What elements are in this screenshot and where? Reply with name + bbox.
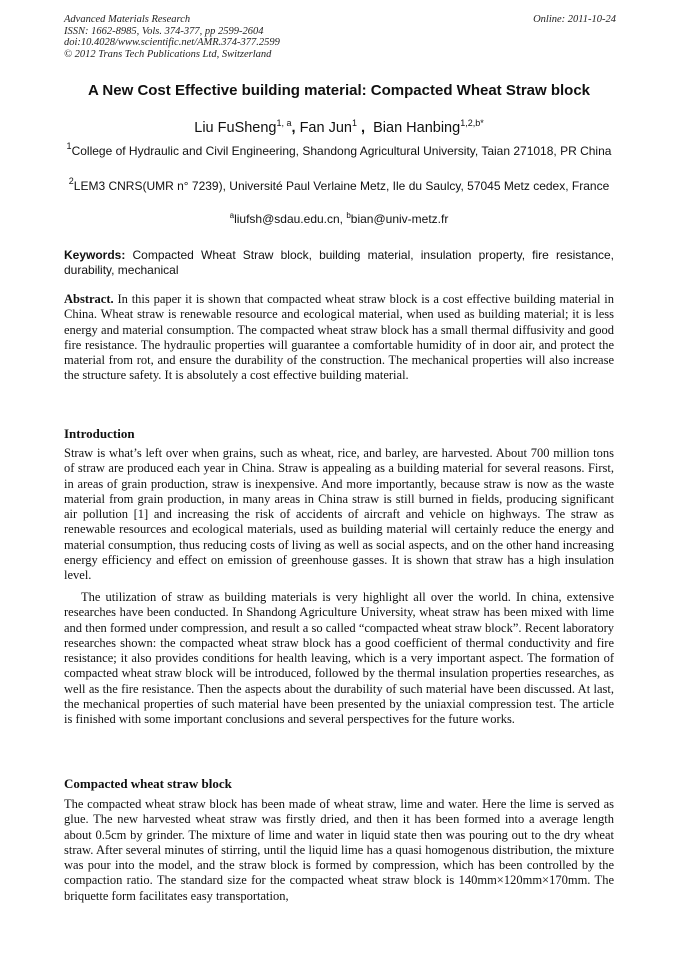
section-heading-introduction: Introduction <box>64 426 135 441</box>
affiliation-text: College of Hydraulic and Civil Engineering, Shandong Agricultural University, Taian 271018, PR China <box>71 144 612 158</box>
affiliation-1 <box>64 139 614 160</box>
affiliation-2 <box>64 174 614 195</box>
journal-header <box>64 14 616 60</box>
online-date: Online: 2011-10-24 <box>533 14 616 25</box>
author-separator: , <box>357 120 374 136</box>
author-affiliation-mark: 1, a <box>276 118 292 128</box>
doi-line: doi:10.4028/www.scientific.net/AMR.374-377.2599 <box>64 37 280 49</box>
section-heading-compacted-block: Compacted wheat straw block <box>64 776 232 791</box>
compacted-block-paragraph-1: The compacted wheat straw block has been made of wheat straw, lime and water. Here the lime is served as glue. The new harvested wheat straw was firstly dried, and then it has been formed into a average length about 0.5cm by grinder. The mixture of lime and water in liquid state then was pouring out to the dry wheat straw. After several minutes of stirring, until the liquid lime has a quasi homogenous distribution, the mixture was pour into the model, and the straw block is formed by compression, which has been controlled by the compaction ratio. The standard size for the compacted wheat straw block is 140mm×120mm×170mm. The briquette form facilitates easy transportation, <box>64 797 614 903</box>
journal-name: Advanced Materials Research <box>64 14 191 25</box>
issn-line: ISSN: 1662-8985, Vols. 374-377, pp 2599-2604 <box>64 25 264 37</box>
abstract-label: Abstract. <box>64 292 114 306</box>
affiliation-text: LEM3 CNRS(UMR n° 7239), Université Paul Verlaine Metz, Ile du Saulcy, 57045 Metz cedex, France <box>73 179 610 193</box>
copyright-line: © 2012 Trans Tech Publications Ltd, Switzerland <box>64 48 272 60</box>
keywords-block <box>64 248 614 277</box>
keywords-text: Compacted Wheat Straw block, building material, insulation property, fire resistance, durability, mechanical <box>64 248 614 277</box>
email-link: liufsh@sdau.edu.cn, <box>234 212 347 226</box>
abstract-paragraph <box>64 292 614 384</box>
author-affiliation-mark: 1 <box>351 118 357 128</box>
author-affiliation-mark: 1,2,b* <box>460 118 484 128</box>
author-list <box>40 114 638 137</box>
author-name: Liu FuSheng <box>194 120 277 136</box>
email-mark: b <box>346 211 351 220</box>
email-mark: a <box>229 211 235 220</box>
paper-title: A New Cost Effective building material: Compacted Wheat Straw block <box>87 82 591 99</box>
affiliation-mark: 2 <box>68 176 74 186</box>
introduction-paragraph-2: The utilization of straw as building materials is very highlight all over the world. In china, extensive researches have been conducted. In Shandong Agriculture University, wheat straw has been mixed with lime and then formed under compression, and result a so called “compacted wheat straw block”. Recent laboratory researches shown: the compacted wheat straw block has a good coefficient of thermal conductivity and fire resistance; it also provides conditions for health leaving, which is a very important aspect. The formation of compacted wheat straw block will be introduced, followed by the thermal insulation properties researches, as well as the fire resistance. Then the aspects about the durability of such material have been discussed. At last, the mechanical properties of such material have been presented by the uniaxial compression test. The article is finished with some important conclusions and several perspectives for the future works. <box>64 590 614 727</box>
author-name: Bian Hanbing <box>373 120 461 136</box>
author-separator: , <box>291 120 300 136</box>
email-link: bian@univ-metz.fr <box>350 212 449 226</box>
author-name: Fan Jun <box>299 120 352 136</box>
affiliation-mark: 1 <box>66 141 72 151</box>
abstract-text: In this paper it is shown that compacted wheat straw block is a cost effective building material in China. Wheat straw is renewable resource and ecological material, when used as building material; it is less energy and material consumption. The compacted wheat straw block has a small thermal diffusivity and good fire resistance. The hydraulic properties will guarantee a comfortable humidity of in door air, and protect the material from rot, and ensure the durability of the construction. The mechanical properties will also increase the structure safety. It is absolutely a cost effective building material. <box>64 292 614 383</box>
keywords-label: Keywords: <box>64 248 126 262</box>
introduction-paragraph-1: Straw is what’s left over when grains, such as wheat, rice, and barley, are harvested. About 700 million tons of straw are produced each year in China. Straw is appealing as a building material for several reasons. First, in areas of grain production, straw is inexpensive. And more importantly, because straw is now as the waste material from grain production, in many areas in China straw is still burned in fields, producing significant air pollution [1] and increasing the risk of accidents of aircraft and vehicle on highways. The straw as renewable resources and ecological materials, used as building material will certainly reduce the energy and material consumption, thus reducing costs of living as well as social aspects, and on the other hand increasing energy efficiency and effect on emission of greenhouse gasses. It is shown that straw has a high insulation level. <box>64 446 614 583</box>
author-emails <box>64 208 614 227</box>
